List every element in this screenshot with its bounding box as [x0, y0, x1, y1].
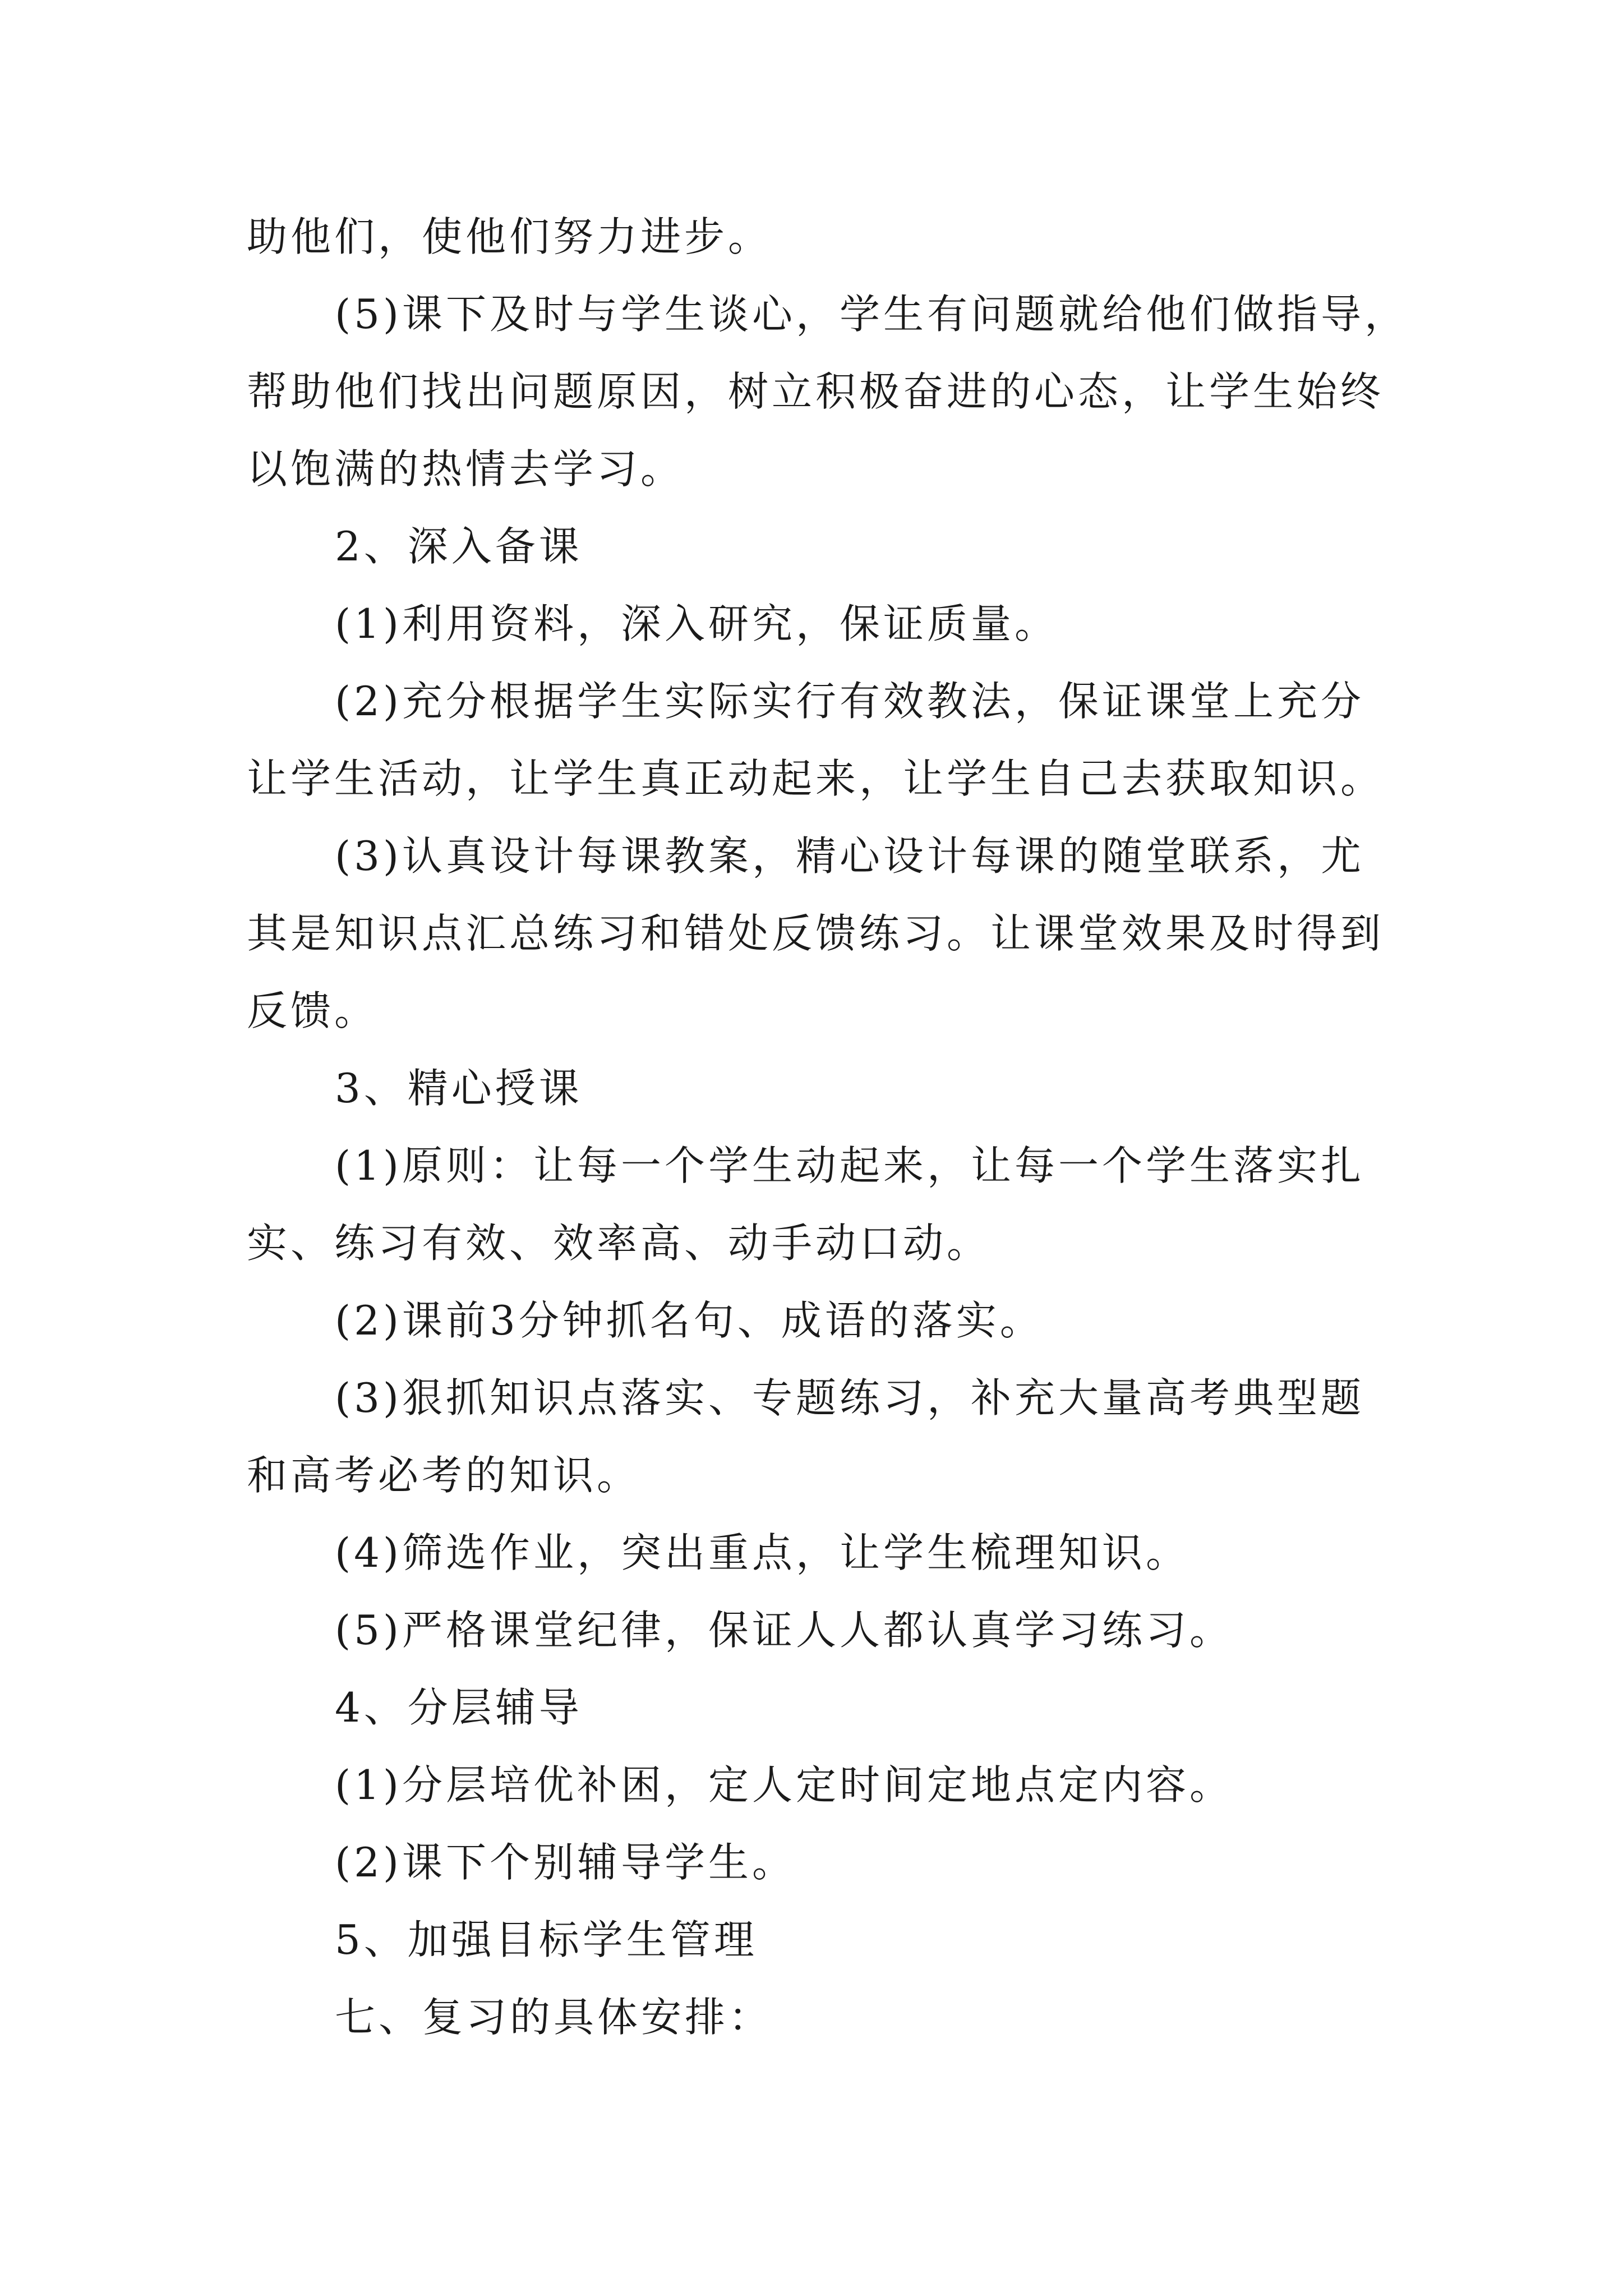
list-item-line: (3)认真设计每课教案，精心设计每课的随堂联系，尤 [335, 832, 1364, 880]
section-heading: 5、加强目标学生管理 [335, 1916, 758, 1963]
list-item-line: (1)原则：让每一个学生动起来，让每一个学生落实扎 [335, 1142, 1364, 1189]
section-heading: 3、精心授课 [335, 1065, 583, 1112]
body-text-line: 帮助他们找出问题原因，树立积极奋进的心态，让学生始终 [247, 368, 1385, 415]
list-item-line: (2)课前3分钟抓名句、成语的落实。 [335, 1297, 1044, 1344]
list-item-line: (1)分层培优补困，定人定时间定地点定内容。 [335, 1761, 1233, 1809]
list-item-line: (3)狠抓知识点落实、专题练习，补充大量高考典型题 [335, 1374, 1364, 1421]
body-text-line: 其是知识点汇总练习和错处反馈练习。让课堂效果及时得到 [247, 910, 1385, 957]
body-text-line: 以饱满的热情去学习。 [247, 445, 685, 493]
body-text-line: 和高考必考的知识。 [247, 1452, 641, 1499]
list-item-line: (4)筛选作业，突出重点，让学生梳理知识。 [335, 1529, 1189, 1576]
section-heading: 2、深入备课 [335, 523, 583, 570]
section-heading: 4、分层辅导 [335, 1684, 583, 1731]
body-text-line: 实、练习有效、效率高、动手动口动。 [247, 1220, 991, 1267]
list-item-line: (2)课下个别辅导学生。 [335, 1839, 796, 1886]
body-text-line: 助他们，使他们努力进步。 [247, 213, 772, 260]
list-item-line: (1)利用资料，深入研究，保证质量。 [335, 600, 1058, 647]
body-text-line: 让学生活动，让学生真正动起来，让学生自己去获取知识。 [247, 755, 1385, 802]
body-text-line: 反馈。 [247, 987, 379, 1034]
list-item-line: (2)充分根据学生实际实行有效教法，保证课堂上充分 [335, 678, 1364, 725]
section-heading: 七、复习的具体安排： [335, 1994, 773, 2041]
list-item-line: (5)课下及时与学生谈心，学生有问题就给他们做指导， [335, 291, 1408, 338]
list-item-line: (5)严格课堂纪律，保证人人都认真学习练习。 [335, 1607, 1233, 1654]
